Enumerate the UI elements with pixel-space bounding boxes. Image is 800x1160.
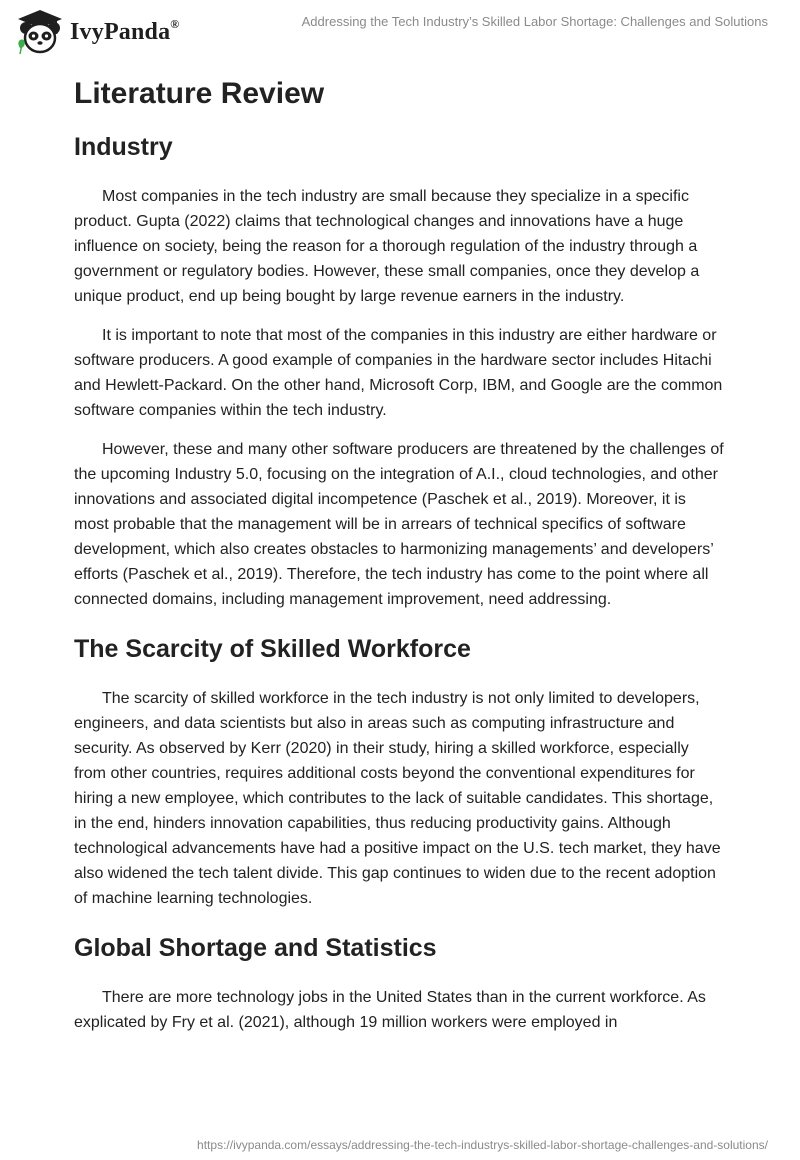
panda-graduate-icon — [14, 8, 66, 56]
article-body — [74, 70, 724, 1049]
page-header — [0, 0, 800, 60]
page-title: Literature Review — [74, 77, 325, 110]
section-heading-global-shortage: Global Shortage and Statistics — [74, 934, 437, 962]
logo-wordmark: IvyPanda® — [70, 16, 180, 45]
paragraph: Most companies in the tech industry are small because they specialize in a specific product. Gupta (2022) claims that technological changes and innovations have a huge influence on society, being the reason for a thorough regulation of the industry through a government or regulatory bodies. However, these small companies, once they develop a unique product, end up being bought by large revenue earners in the industry. — [74, 188, 700, 305]
source-url[interactable]: https://ivypanda.com/essays/addressing-the-tech-industrys-skilled-labor-shortage-challenges-and-solutions/ — [197, 1138, 768, 1152]
section-heading-scarcity: The Scarcity of Skilled Workforce — [74, 635, 471, 663]
paragraph: However, these and many other software producers are threatened by the challenges of the upcoming Industry 5.0, focusing on the integration of A.I., cloud technologies, and other innovations and associated digital incompetence (Paschek et al., 2019). Moreover, it is most probable that the management will be in arrears of technical specifics of software development, which also creates obstacles to harmonizing managements’ and developers’ efforts (Paschek et al., 2019). Therefore, the tech industry has come to the point where all connected domains, including management improvement, need addressing. — [74, 441, 724, 608]
section-heading-industry: Industry — [74, 133, 173, 161]
ivypanda-logo[interactable] — [14, 8, 179, 56]
paragraph: The scarcity of skilled workforce in the tech industry is not only limited to developers, engineers, and data scientists but also in areas such as computing infrastructure and security. As observed by Kerr (2020) in their study, hiring a skilled workforce, especially from other countries, requires additional costs beyond the conventional expenditures for hiring a new employee, which contributes to the lack of suitable candidates. This shortage, in the end, hinders innovation capabilities, thus reducing productivity gains. Although technological advancements have had a positive impact on the U.S. tech market, they have also widened the tech talent divide. This gap continues to widen due to the recent adoption of machine learning technologies. — [74, 690, 721, 907]
document-title: Addressing the Tech Industry’s Skilled Labor Shortage: Challenges and Solutions — [301, 14, 768, 29]
paragraph: It is important to note that most of the companies in this industry are either hardware or software producers. A good example of companies in the hardware sector includes Hitachi and Hewlett-Packard. On the other hand, Microsoft Corp, IBM, and Google are the common software companies within the tech industry. — [74, 327, 723, 419]
paragraph: There are more technology jobs in the United States than in the current workforce. As explicated by Fry et al. (2021), although 19 million workers were employed in — [74, 989, 706, 1031]
